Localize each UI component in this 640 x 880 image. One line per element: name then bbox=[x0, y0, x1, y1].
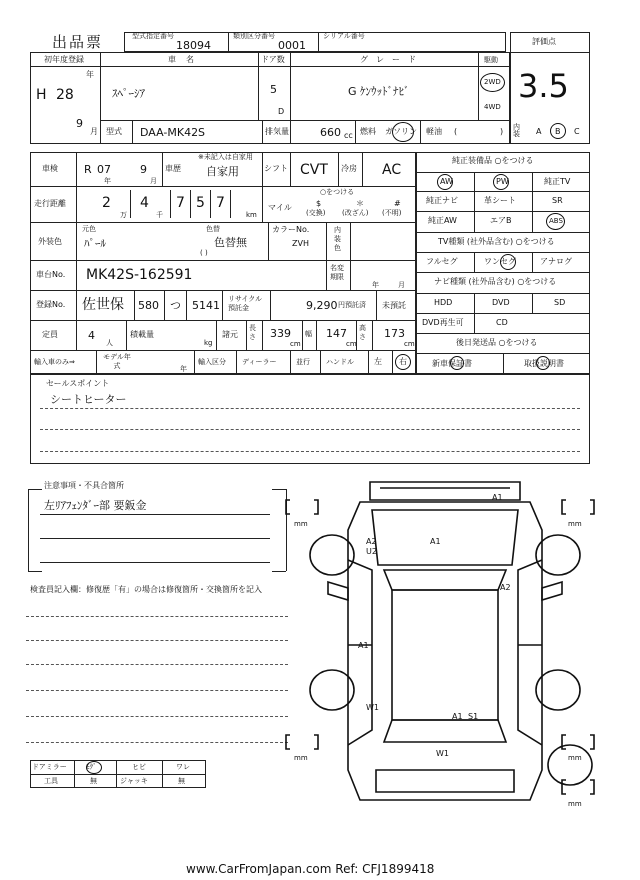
serial-label: シリアル番号 bbox=[323, 32, 365, 40]
year-unit: 年 bbox=[86, 70, 94, 79]
model-year-label: モデル年式 bbox=[103, 353, 131, 370]
tv-full: フルセグ bbox=[426, 257, 458, 266]
ext-color-label: 外装色 bbox=[38, 237, 62, 246]
handle-label: ハンドル bbox=[326, 358, 354, 366]
mileage-opt-dollar: $ bbox=[316, 199, 322, 208]
chassis-label: 車台No. bbox=[36, 270, 66, 279]
grade-label: グレード bbox=[360, 55, 424, 64]
note-1: 左ﾘｱﾌｪﾝﾀﾞｰ部 要鈑金 bbox=[44, 499, 147, 512]
navi-dvd-play: DVD再生可 bbox=[422, 318, 464, 327]
tv-one-circle bbox=[500, 254, 516, 270]
cm-unit-1: cm bbox=[290, 340, 301, 348]
car-name: ｽﾍﾟｰｼｱ bbox=[112, 87, 145, 100]
class-no: 0001 bbox=[278, 39, 306, 52]
width-label: 幅 bbox=[305, 330, 312, 338]
name-change-label: 名変期限 bbox=[330, 264, 344, 281]
height-label: 高さ bbox=[359, 324, 366, 341]
recycle-paid: 円預託済 bbox=[338, 301, 366, 309]
capacity: 4 bbox=[88, 329, 95, 342]
rear-bumper bbox=[376, 770, 514, 792]
inspection-year: 07 bbox=[97, 163, 111, 176]
reg-kana: つ bbox=[170, 299, 181, 312]
mark-left-rear-wheel: W1 bbox=[366, 703, 379, 712]
warranty-circle bbox=[450, 356, 464, 370]
watermark: www.CarFromJapan.com Ref: CFJ1899418 bbox=[186, 862, 435, 876]
mileage-opt-hash: # bbox=[394, 199, 401, 208]
model-type: DAA-MK42S bbox=[140, 126, 206, 139]
interior-b: B bbox=[555, 127, 561, 136]
reg-city: 佐世保 bbox=[82, 297, 124, 313]
mirror-mog: ﾓｸﾞ bbox=[86, 763, 97, 771]
displacement: 660 bbox=[320, 126, 341, 139]
mm-label-fl: mm bbox=[294, 520, 308, 528]
navi-hdd: HDD bbox=[434, 298, 453, 307]
km-unit: km bbox=[246, 211, 257, 219]
equip-alloy: 純正AW bbox=[428, 216, 457, 225]
mark-left-front-2: U2 bbox=[366, 547, 377, 556]
int-color-label: 内装色 bbox=[334, 226, 341, 252]
color-change: 色替無 bbox=[214, 236, 247, 249]
width: 147 bbox=[326, 327, 347, 340]
reg-num: 5141 bbox=[192, 299, 220, 312]
equip-aw-circle bbox=[437, 174, 453, 190]
usage-note: ※未記入は自家用 bbox=[198, 153, 253, 161]
first-reg-era: H bbox=[36, 87, 47, 103]
color-no: ZVH bbox=[292, 239, 309, 248]
spare-tire bbox=[548, 745, 592, 785]
insp-month-unit: 月 bbox=[150, 177, 157, 185]
dims-label: 諸元 bbox=[222, 330, 238, 339]
mileage-d5: 7 bbox=[216, 195, 225, 211]
mark-front-bumper: A1 bbox=[492, 493, 503, 502]
ac-label: 冷房 bbox=[341, 164, 357, 173]
load-label: 積載量 bbox=[130, 330, 154, 339]
right-mirror bbox=[542, 582, 562, 600]
mark-right-side: A2 bbox=[500, 583, 511, 592]
mirror-circle bbox=[86, 761, 102, 774]
car-damage-diagram bbox=[280, 470, 610, 820]
manual-circle bbox=[536, 356, 550, 370]
handle-left: 左 bbox=[374, 357, 382, 366]
color-change-label: 色替 bbox=[206, 225, 220, 233]
tool-label: 工具 bbox=[44, 777, 58, 785]
fuel: ガソリン bbox=[385, 127, 417, 136]
usage: 自家用 bbox=[206, 165, 239, 178]
mileage-opt-star: ＊ bbox=[356, 199, 364, 208]
drive-2wd: 2WD bbox=[484, 78, 501, 86]
tool-value: 無 bbox=[90, 777, 97, 785]
mark-hood: A1 bbox=[430, 537, 441, 546]
dealer: ディーラー bbox=[242, 358, 277, 366]
month-unit: 月 bbox=[90, 127, 98, 136]
handle-circle bbox=[395, 354, 411, 370]
recycle-label: リサイクル預託金 bbox=[228, 295, 263, 312]
mirror-label: ドアミラー bbox=[32, 763, 67, 771]
left-mirror bbox=[328, 582, 348, 600]
equip-airbag: エアB bbox=[490, 216, 512, 225]
cc-unit: cc bbox=[344, 131, 353, 140]
interior-circle bbox=[550, 123, 566, 139]
equip-aw: AW bbox=[440, 177, 453, 186]
grade: G ｹﾝｳｯﾄﾞﾅﾋﾞ bbox=[348, 85, 410, 98]
equip-pw-circle bbox=[493, 174, 509, 190]
mark-rear-panel: A1 bbox=[452, 712, 463, 721]
height: 173 bbox=[384, 327, 405, 340]
drive-label: 駆動 bbox=[484, 56, 498, 64]
navi-sd: SD bbox=[554, 298, 566, 307]
score-label: 評価点 bbox=[532, 37, 556, 46]
recycle-unpaid: 未預託 bbox=[382, 301, 406, 310]
doors: 5 bbox=[270, 83, 277, 96]
capacity-label: 定員 bbox=[42, 330, 58, 339]
model-no-label: 型式指定番号 bbox=[132, 32, 174, 40]
equip-pw: PW bbox=[496, 177, 509, 186]
car-name-label: 車名 bbox=[168, 55, 204, 64]
drive-circle bbox=[480, 73, 505, 92]
mirror-crack: ヒビ bbox=[132, 763, 146, 771]
mark-rear-bumper: W1 bbox=[436, 749, 449, 758]
reg-class: 580 bbox=[138, 299, 159, 312]
equip-abs-circle bbox=[546, 213, 565, 230]
interior-label: 内装 bbox=[513, 123, 520, 138]
equip-abs: ABS bbox=[549, 217, 563, 225]
mileage-opt-exchange: (交換) bbox=[306, 209, 326, 217]
hood bbox=[372, 510, 518, 565]
color-no-label: カラーNo. bbox=[272, 225, 310, 234]
first-reg-label: 初年度登録 bbox=[44, 55, 84, 64]
sales-point-label: セールスポイント bbox=[46, 379, 110, 388]
mm-label-spare: mm bbox=[568, 800, 582, 808]
navi-dvd: DVD bbox=[492, 298, 510, 307]
mileage-d2: 4 bbox=[140, 195, 149, 211]
navi-label: ナビ種類 (社外品含む) ○をつける bbox=[434, 277, 557, 286]
import-class-label: 輸入区分 bbox=[198, 358, 226, 366]
mark-rear-panel-2: S1 bbox=[468, 712, 479, 721]
ac: AC bbox=[382, 162, 402, 178]
recycle-amount: 9,290 bbox=[306, 299, 338, 312]
mileage-d3: 7 bbox=[176, 195, 185, 211]
later-label: 後日発送品 ○をつける bbox=[456, 338, 538, 347]
paren: ( ) bbox=[200, 249, 208, 257]
chassis-no: MK42S-162591 bbox=[86, 267, 193, 283]
mileage-d4: 5 bbox=[196, 195, 205, 211]
inspection-month: 9 bbox=[140, 163, 147, 176]
orig-color: ﾊﾟｰﾙ bbox=[84, 237, 106, 250]
mm-label-fr: mm bbox=[568, 520, 582, 528]
jack-value: 無 bbox=[178, 777, 185, 785]
parallel: 並行 bbox=[296, 358, 310, 366]
mileage-hdr: ○をつける bbox=[320, 188, 355, 196]
mileage-label: 走行距離 bbox=[34, 199, 66, 208]
model-no: 18094 bbox=[176, 39, 211, 52]
navi-cd: CD bbox=[496, 318, 508, 327]
equip-leather: 革シート bbox=[484, 196, 516, 205]
length: 339 bbox=[270, 327, 291, 340]
interior-a: A bbox=[536, 127, 542, 136]
shift: CVT bbox=[300, 162, 328, 178]
man-unit: 万 bbox=[120, 211, 127, 219]
mileage-d1: 2 bbox=[102, 195, 111, 211]
mileage-opt-tamper: (改ざん) bbox=[342, 209, 369, 217]
mm-label-rl: mm bbox=[294, 754, 308, 762]
first-reg-year: 28 bbox=[56, 87, 74, 103]
roof bbox=[392, 590, 498, 720]
cm-unit-3: cm bbox=[404, 340, 415, 348]
shift-label: シフト bbox=[264, 164, 288, 173]
later-manual: 取扱説明書 bbox=[524, 359, 564, 368]
door-type: D bbox=[278, 107, 285, 116]
equip-tv: 純正TV bbox=[544, 177, 571, 186]
first-reg-month: 9 bbox=[76, 117, 83, 130]
usage-label: 車歴 bbox=[165, 164, 181, 173]
capacity-unit: 人 bbox=[106, 339, 113, 347]
import-label: 輸入車のみ⇒ bbox=[34, 358, 75, 366]
interior-c: C bbox=[574, 127, 580, 136]
mileage-opt-unknown: (不明) bbox=[382, 209, 402, 217]
jack-label: ジャッキ bbox=[120, 777, 148, 785]
fuel-circle bbox=[392, 122, 414, 142]
orig-color-label: 元色 bbox=[82, 225, 96, 233]
tv-label: TV種類 (社外品含む) ○をつける bbox=[438, 237, 555, 246]
sheet-title: 出品票 bbox=[52, 33, 104, 51]
equip-navi: 純正ナビ bbox=[426, 196, 458, 205]
sen-unit: 千 bbox=[156, 211, 163, 219]
mileage-opt-mile: マイル bbox=[268, 203, 292, 212]
score: 3.5 bbox=[518, 67, 569, 105]
mark-left-rear: A1 bbox=[358, 641, 369, 650]
mm-label-rr: mm bbox=[568, 754, 582, 762]
cm-unit-2: cm bbox=[346, 340, 357, 348]
drive-4wd: 4WD bbox=[484, 103, 501, 111]
handle-right: 右 bbox=[399, 357, 407, 366]
genuine-label: 純正装備品 ○をつける bbox=[452, 156, 534, 165]
notes-label: 注意事項・不具合箇所 bbox=[44, 481, 124, 490]
inspection-era: R bbox=[84, 163, 92, 176]
load-unit: kg bbox=[204, 339, 213, 347]
inspection-label: 車検 bbox=[42, 164, 58, 173]
class-no-label: 類別区分番号 bbox=[233, 32, 275, 40]
insp-year-unit: 年 bbox=[104, 177, 111, 185]
displacement-label: 排気量 bbox=[265, 127, 289, 136]
tv-one: ワンセグ bbox=[484, 257, 516, 266]
mark-left-front: A2 bbox=[366, 537, 377, 546]
tv-analog: アナログ bbox=[540, 257, 572, 266]
type-label: 型式 bbox=[106, 127, 122, 136]
length-label: 長さ bbox=[249, 324, 256, 341]
mirror-break: ワレ bbox=[176, 763, 190, 771]
sales-point: シートヒーター bbox=[50, 393, 127, 406]
reg-label: 登録No. bbox=[36, 300, 66, 309]
equip-sr: SR bbox=[552, 196, 563, 205]
light-oil-label: 軽油 bbox=[426, 127, 442, 136]
inspector-label: 検査員記入欄：修復歴「有」の場合は修復箇所・交換箇所を記入 bbox=[30, 585, 262, 594]
door-label: ドア数 bbox=[261, 55, 285, 64]
later-warranty: 新車保証書 bbox=[432, 359, 472, 368]
fuel-label: 燃料 bbox=[360, 127, 376, 136]
